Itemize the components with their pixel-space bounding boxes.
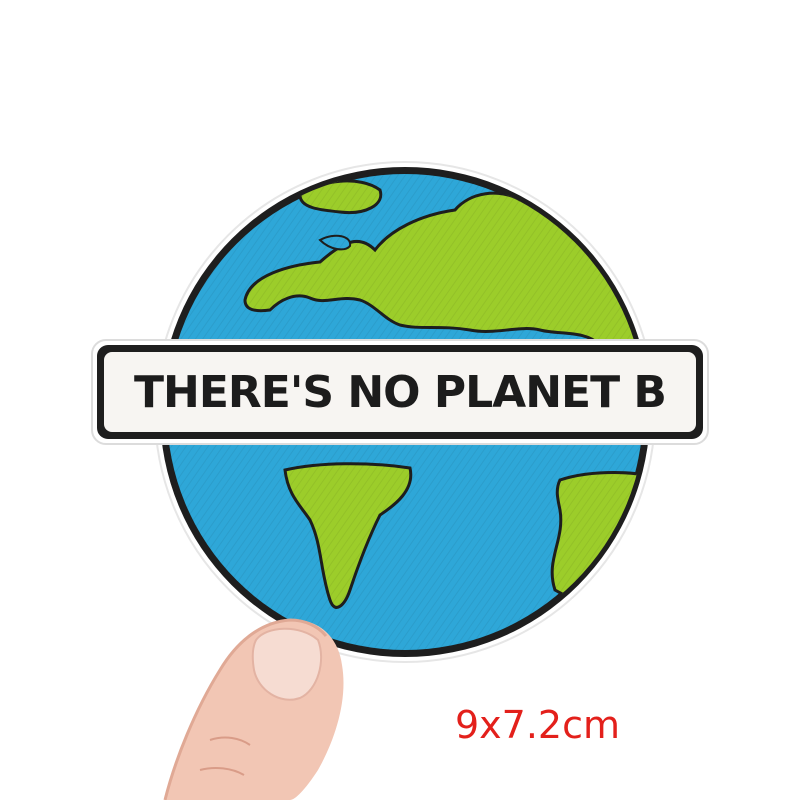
size-label: 9x7.2cm bbox=[455, 703, 621, 747]
hand-holding-patch bbox=[165, 620, 343, 800]
banner-text: THERE'S NO PLANET B bbox=[134, 366, 666, 418]
